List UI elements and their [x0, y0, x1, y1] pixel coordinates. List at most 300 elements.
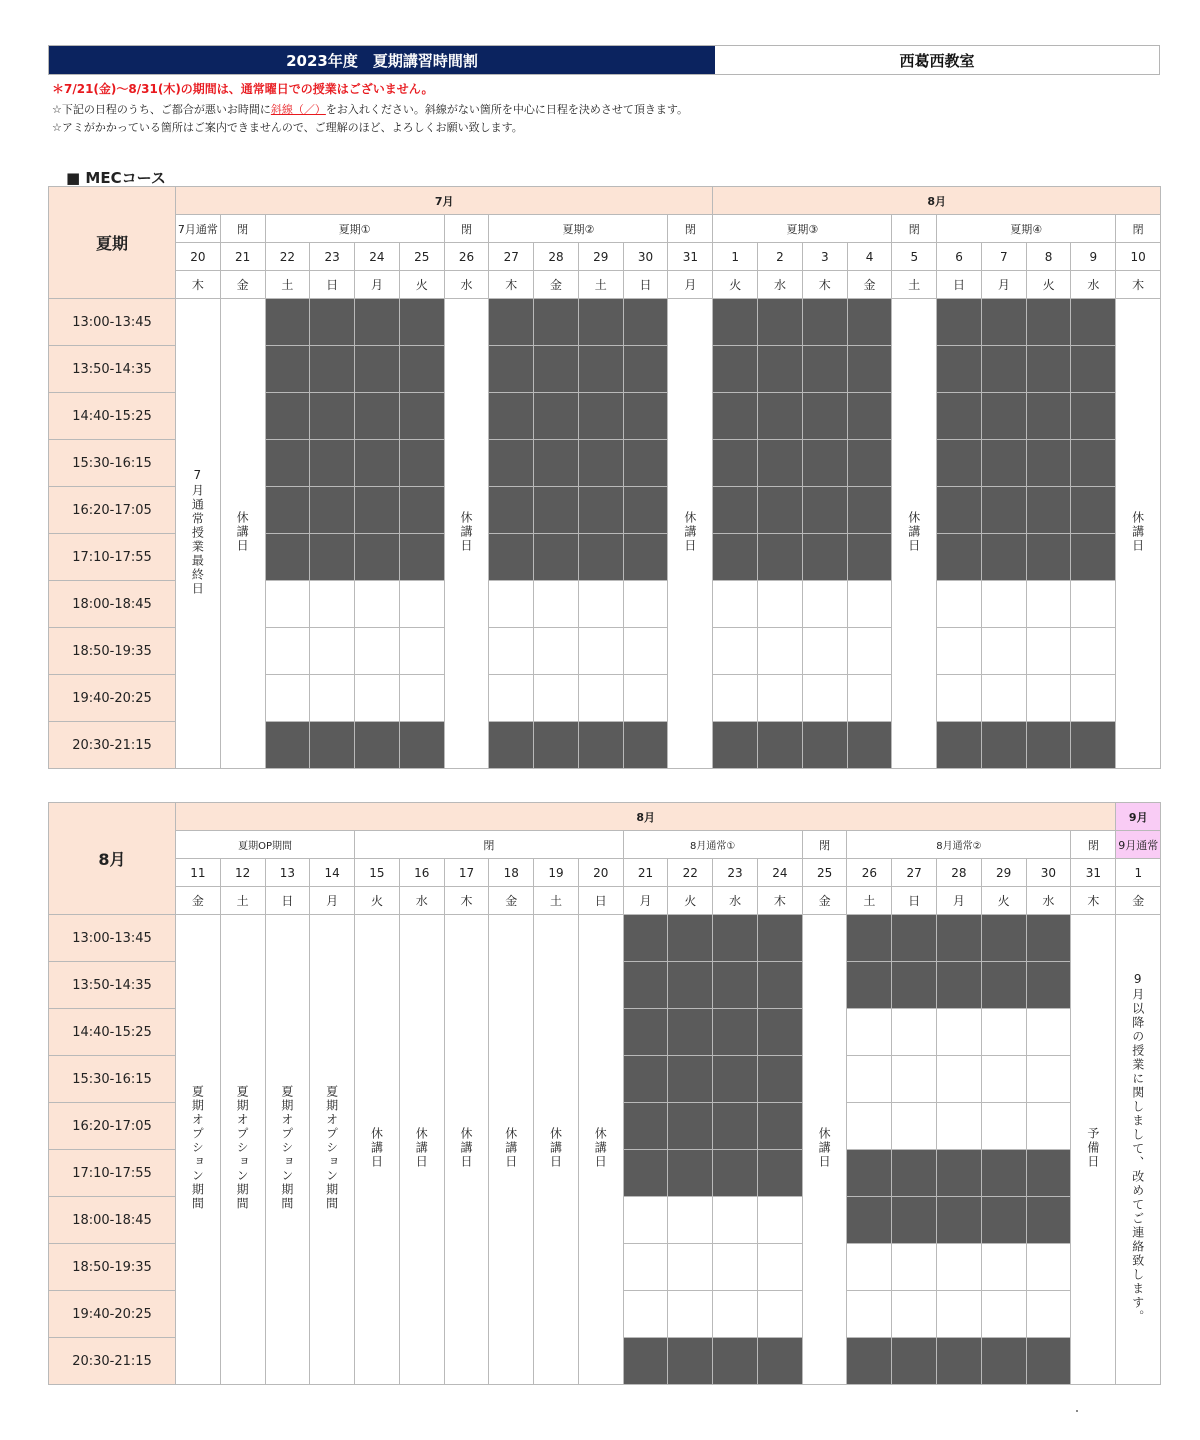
weekday-cell: 土 [578, 271, 623, 299]
date-cell: 9 [1071, 243, 1116, 271]
unavailable-slot [713, 440, 758, 487]
period-header: 夏期② [489, 215, 668, 243]
available-slot[interactable] [623, 1197, 668, 1244]
date-cell: 10 [1116, 243, 1161, 271]
unavailable-slot [355, 299, 400, 346]
available-slot[interactable] [937, 628, 982, 675]
date-cell: 18 [489, 859, 534, 887]
available-slot[interactable] [713, 581, 758, 628]
closed-day-note: 夏期オプション期間 [279, 1085, 294, 1211]
available-slot[interactable] [847, 1244, 892, 1291]
date-cell: 20 [578, 859, 623, 887]
available-slot[interactable] [1026, 581, 1071, 628]
unavailable-slot [713, 346, 758, 393]
closed-day-column [399, 915, 444, 1385]
available-slot[interactable] [847, 1103, 892, 1150]
time-slot-label: 14:40-15:25 [49, 1009, 176, 1056]
month-header: 9月 [1116, 803, 1161, 831]
unavailable-slot [265, 346, 310, 393]
unavailable-slot [355, 487, 400, 534]
unavailable-slot [847, 393, 892, 440]
notice-instructions-pre: ☆下記の日程のうち、ご都合が悪いお時間に [52, 103, 271, 116]
available-slot[interactable] [981, 1009, 1026, 1056]
unavailable-slot [534, 534, 579, 581]
weekday-cell: 水 [758, 271, 803, 299]
unavailable-slot [937, 1197, 982, 1244]
available-slot[interactable] [310, 581, 355, 628]
available-slot[interactable] [713, 1291, 758, 1338]
available-slot[interactable] [847, 628, 892, 675]
unavailable-slot [758, 299, 803, 346]
available-slot[interactable] [713, 1244, 758, 1291]
available-slot[interactable] [713, 1197, 758, 1244]
available-slot[interactable] [399, 675, 444, 722]
available-slot[interactable] [1071, 628, 1116, 675]
unavailable-slot [802, 393, 847, 440]
available-slot[interactable] [713, 628, 758, 675]
time-slot-label: 13:50-14:35 [49, 962, 176, 1009]
weekday-cell: 水 [1026, 887, 1071, 915]
available-slot[interactable] [981, 581, 1026, 628]
available-slot[interactable] [981, 1244, 1026, 1291]
date-cell: 31 [668, 243, 713, 271]
date-cell: 2 [758, 243, 803, 271]
available-slot[interactable] [937, 581, 982, 628]
available-slot[interactable] [534, 581, 579, 628]
unavailable-slot [937, 346, 982, 393]
unavailable-slot [310, 534, 355, 581]
unavailable-slot [399, 440, 444, 487]
date-cell: 21 [623, 859, 668, 887]
closed-day-note: 休講日 [817, 1127, 832, 1169]
weekday-cell: 金 [534, 271, 579, 299]
available-slot[interactable] [489, 628, 534, 675]
available-slot[interactable] [757, 1244, 802, 1291]
available-slot[interactable] [534, 628, 579, 675]
unavailable-slot [668, 1150, 713, 1197]
date-cell: 16 [399, 859, 444, 887]
available-slot[interactable] [623, 675, 668, 722]
unavailable-slot [265, 299, 310, 346]
available-slot[interactable] [1026, 1291, 1071, 1338]
closed-day-note: 休講日 [1130, 511, 1145, 553]
time-slot-label: 16:20-17:05 [49, 1103, 176, 1150]
unavailable-slot [623, 1150, 668, 1197]
available-slot[interactable] [981, 1056, 1026, 1103]
available-slot[interactable] [1071, 581, 1116, 628]
weekday-cell: 水 [713, 887, 758, 915]
closed-day-column [802, 915, 847, 1385]
unavailable-slot [1026, 346, 1071, 393]
unavailable-slot [399, 346, 444, 393]
closed-day-note: 7月通常授業最終日 [190, 468, 205, 596]
notice-instructions [52, 101, 688, 117]
unavailable-slot [489, 440, 534, 487]
closed-day-column [220, 299, 265, 769]
unavailable-slot [1026, 1150, 1071, 1197]
available-slot[interactable] [355, 581, 400, 628]
unavailable-slot [713, 1056, 758, 1103]
weekday-cell: 土 [847, 887, 892, 915]
available-slot[interactable] [937, 675, 982, 722]
date-cell: 19 [534, 859, 579, 887]
available-slot[interactable] [1026, 1056, 1071, 1103]
unavailable-slot [758, 722, 803, 769]
unavailable-slot [623, 722, 668, 769]
unavailable-slot [668, 915, 713, 962]
period-header: 8月通常② [847, 831, 1071, 859]
available-slot[interactable] [623, 1244, 668, 1291]
date-cell: 1 [1116, 859, 1161, 887]
date-cell: 23 [310, 243, 355, 271]
corner-label: 夏期 [49, 187, 176, 299]
weekday-cell: 水 [444, 271, 489, 299]
available-slot[interactable] [489, 581, 534, 628]
available-slot[interactable] [892, 1291, 937, 1338]
period-header: 閉 [220, 215, 265, 243]
time-slot-label: 13:00-13:45 [49, 299, 176, 346]
available-slot[interactable] [892, 1103, 937, 1150]
closed-day-note: 休講日 [458, 1127, 473, 1169]
closed-day-note: 休講日 [548, 1127, 563, 1169]
available-slot[interactable] [847, 581, 892, 628]
closed-day-column [444, 915, 489, 1385]
available-slot[interactable] [802, 675, 847, 722]
unavailable-slot [713, 1103, 758, 1150]
closed-day-note: 休講日 [235, 511, 250, 553]
period-header: 夏期① [265, 215, 444, 243]
weekday-cell: 月 [668, 271, 713, 299]
unavailable-slot [981, 393, 1026, 440]
closed-day-note: 夏期オプション期間 [235, 1085, 250, 1211]
available-slot[interactable] [265, 628, 310, 675]
date-cell: 5 [892, 243, 937, 271]
weekday-cell: 金 [1116, 887, 1161, 915]
unavailable-slot [937, 962, 982, 1009]
closed-day-note: 9月以降の授業に関しまして、改めてご連絡致します。 [1130, 972, 1145, 1324]
available-slot[interactable] [758, 581, 803, 628]
unavailable-slot [937, 1338, 982, 1385]
closed-day-column [176, 299, 221, 769]
time-slot-label: 18:00-18:45 [49, 1197, 176, 1244]
date-cell: 14 [310, 859, 355, 887]
available-slot[interactable] [310, 628, 355, 675]
unavailable-slot [578, 534, 623, 581]
available-slot[interactable] [892, 1009, 937, 1056]
unavailable-slot [802, 722, 847, 769]
unavailable-slot [310, 346, 355, 393]
date-cell: 4 [847, 243, 892, 271]
unavailable-slot [802, 487, 847, 534]
weekday-cell: 日 [892, 887, 937, 915]
weekday-cell: 木 [1071, 887, 1116, 915]
available-slot[interactable] [713, 675, 758, 722]
available-slot[interactable] [668, 1291, 713, 1338]
unavailable-slot [981, 962, 1026, 1009]
unavailable-slot [758, 393, 803, 440]
unavailable-slot [355, 440, 400, 487]
time-slot-label: 19:40-20:25 [49, 675, 176, 722]
date-cell: 28 [937, 859, 982, 887]
weekday-cell: 木 [1116, 271, 1161, 299]
weekday-cell: 木 [444, 887, 489, 915]
weekday-cell: 金 [489, 887, 534, 915]
closed-day-note: 休講日 [414, 1127, 429, 1169]
unavailable-slot [892, 1338, 937, 1385]
weekday-cell: 火 [1026, 271, 1071, 299]
notice-shaded: ☆アミがかかっている箇所はご案内できませんので、ご理解のほど、よろしくお願い致します。 [52, 121, 523, 134]
unavailable-slot [1026, 722, 1071, 769]
date-cell: 17 [444, 859, 489, 887]
unavailable-slot [713, 915, 758, 962]
period-header: 9月通常 [1116, 831, 1161, 859]
time-slot-label: 14:40-15:25 [49, 393, 176, 440]
date-cell: 29 [981, 859, 1026, 887]
available-slot[interactable] [892, 1244, 937, 1291]
available-slot[interactable] [937, 1291, 982, 1338]
unavailable-slot [847, 534, 892, 581]
unavailable-slot [847, 299, 892, 346]
unavailable-slot [489, 299, 534, 346]
unavailable-slot [937, 1150, 982, 1197]
unavailable-slot [981, 1338, 1026, 1385]
available-slot[interactable] [981, 628, 1026, 675]
available-slot[interactable] [1026, 628, 1071, 675]
date-cell: 7 [981, 243, 1026, 271]
available-slot[interactable] [802, 581, 847, 628]
available-slot[interactable] [847, 1056, 892, 1103]
unavailable-slot [355, 393, 400, 440]
unavailable-slot [847, 440, 892, 487]
unavailable-slot [757, 915, 802, 962]
period-header: 夏期③ [713, 215, 892, 243]
available-slot[interactable] [265, 581, 310, 628]
date-cell: 30 [1026, 859, 1071, 887]
available-slot[interactable] [1026, 1103, 1071, 1150]
unavailable-slot [757, 1056, 802, 1103]
closed-day-column [534, 915, 579, 1385]
available-slot[interactable] [310, 675, 355, 722]
available-slot[interactable] [981, 675, 1026, 722]
available-slot[interactable] [265, 675, 310, 722]
available-slot[interactable] [623, 581, 668, 628]
unavailable-slot [623, 1009, 668, 1056]
month-header: 7月 [176, 187, 713, 215]
unavailable-slot [578, 393, 623, 440]
available-slot[interactable] [668, 1244, 713, 1291]
closed-day-column [310, 915, 355, 1385]
time-row [49, 915, 1161, 962]
available-slot[interactable] [1071, 675, 1116, 722]
date-cell: 15 [355, 859, 400, 887]
weekday-cell: 土 [534, 887, 579, 915]
period-header: 8月通常① [623, 831, 802, 859]
unavailable-slot [757, 1150, 802, 1197]
available-slot[interactable] [892, 1056, 937, 1103]
available-slot[interactable] [981, 1103, 1026, 1150]
unavailable-slot [713, 722, 758, 769]
closed-day-note: 夏期オプション期間 [324, 1085, 339, 1211]
unavailable-slot [937, 534, 982, 581]
unavailable-slot [1026, 534, 1071, 581]
unavailable-slot [1026, 1338, 1071, 1385]
date-cell: 29 [578, 243, 623, 271]
unavailable-slot [1071, 722, 1116, 769]
date-cell: 20 [176, 243, 221, 271]
unavailable-slot [847, 962, 892, 1009]
available-slot[interactable] [802, 628, 847, 675]
unavailable-slot [623, 346, 668, 393]
available-slot[interactable] [758, 628, 803, 675]
unavailable-slot [713, 393, 758, 440]
unavailable-slot [668, 1056, 713, 1103]
weekday-cell: 火 [713, 271, 758, 299]
period-header: 閉 [668, 215, 713, 243]
unavailable-slot [713, 1009, 758, 1056]
available-slot[interactable] [937, 1103, 982, 1150]
unavailable-slot [802, 534, 847, 581]
available-slot[interactable] [355, 628, 400, 675]
date-cell: 27 [489, 243, 534, 271]
unavailable-slot [623, 1056, 668, 1103]
notice-slash-mark: 斜線（／） [270, 103, 326, 116]
period-header: 夏期④ [937, 215, 1116, 243]
closed-day-column [578, 915, 623, 1385]
month-header: 8月 [176, 803, 1116, 831]
unavailable-slot [578, 722, 623, 769]
unavailable-slot [758, 534, 803, 581]
date-cell: 26 [444, 243, 489, 271]
schedule-table-summer [48, 186, 1161, 769]
unavailable-slot [713, 1150, 758, 1197]
available-slot[interactable] [847, 1009, 892, 1056]
stray-dot [1076, 1410, 1078, 1412]
closed-day-column [220, 915, 265, 1385]
weekday-cell: 月 [623, 887, 668, 915]
available-slot[interactable] [1026, 1244, 1071, 1291]
available-slot[interactable] [1026, 1009, 1071, 1056]
unavailable-slot [623, 1103, 668, 1150]
closed-day-note: 休講日 [503, 1127, 518, 1169]
unavailable-slot [534, 487, 579, 534]
unavailable-slot [757, 1009, 802, 1056]
unavailable-slot [758, 440, 803, 487]
closed-day-note: 休講日 [682, 511, 697, 553]
unavailable-slot [981, 1150, 1026, 1197]
unavailable-slot [265, 393, 310, 440]
closed-day-column [444, 299, 489, 769]
unavailable-slot [399, 534, 444, 581]
weekday-cell: 日 [578, 887, 623, 915]
unavailable-slot [489, 534, 534, 581]
unavailable-slot [1026, 393, 1071, 440]
closed-day-note: 夏期オプション期間 [190, 1085, 205, 1211]
unavailable-slot [623, 1338, 668, 1385]
unavailable-slot [489, 393, 534, 440]
unavailable-slot [713, 1338, 758, 1385]
weekday-cell: 水 [1071, 271, 1116, 299]
available-slot[interactable] [623, 1291, 668, 1338]
notice-instructions-post: をお入れください。斜線がない箇所を中心に日程を決めさせて頂きます。 [325, 103, 688, 116]
time-slot-label: 20:30-21:15 [49, 722, 176, 769]
available-slot[interactable] [578, 581, 623, 628]
available-slot[interactable] [623, 628, 668, 675]
period-header: 閉 [1071, 831, 1116, 859]
page-title: 2023年度 夏期講習時間割 [49, 46, 715, 74]
closed-day-note: 休講日 [458, 511, 473, 553]
available-slot[interactable] [847, 675, 892, 722]
available-slot[interactable] [937, 1056, 982, 1103]
closed-day-column [1116, 299, 1161, 769]
unavailable-slot [1026, 915, 1071, 962]
date-cell: 28 [534, 243, 579, 271]
unavailable-slot [892, 1150, 937, 1197]
date-cell: 11 [176, 859, 221, 887]
unavailable-slot [534, 440, 579, 487]
time-row [49, 299, 1161, 346]
unavailable-slot [981, 534, 1026, 581]
time-slot-label: 19:40-20:25 [49, 1291, 176, 1338]
available-slot[interactable] [981, 1291, 1026, 1338]
date-cell: 22 [265, 243, 310, 271]
time-slot-label: 17:10-17:55 [49, 534, 176, 581]
available-slot[interactable] [355, 675, 400, 722]
unavailable-slot [534, 722, 579, 769]
unavailable-slot [937, 393, 982, 440]
weekday-cell: 金 [802, 887, 847, 915]
weekday-cell: 日 [623, 271, 668, 299]
date-cell: 21 [220, 243, 265, 271]
available-slot[interactable] [847, 1291, 892, 1338]
available-slot[interactable] [937, 1009, 982, 1056]
available-slot[interactable] [757, 1291, 802, 1338]
period-header: 夏期OP期間 [176, 831, 355, 859]
unavailable-slot [668, 1338, 713, 1385]
available-slot[interactable] [668, 1197, 713, 1244]
period-header: 7月通常 [176, 215, 221, 243]
available-slot[interactable] [399, 581, 444, 628]
available-slot[interactable] [399, 628, 444, 675]
unavailable-slot [265, 722, 310, 769]
unavailable-slot [981, 440, 1026, 487]
date-cell: 13 [265, 859, 310, 887]
available-slot[interactable] [578, 628, 623, 675]
unavailable-slot [623, 299, 668, 346]
unavailable-slot [981, 487, 1026, 534]
unavailable-slot [981, 1197, 1026, 1244]
date-cell: 8 [1026, 243, 1071, 271]
available-slot[interactable] [937, 1244, 982, 1291]
available-slot[interactable] [1026, 675, 1071, 722]
unavailable-slot [355, 722, 400, 769]
available-slot[interactable] [758, 675, 803, 722]
available-slot[interactable] [578, 675, 623, 722]
available-slot[interactable] [757, 1197, 802, 1244]
available-slot[interactable] [489, 675, 534, 722]
unavailable-slot [265, 534, 310, 581]
time-slot-label: 18:50-19:35 [49, 1244, 176, 1291]
unavailable-slot [937, 915, 982, 962]
weekday-cell: 日 [265, 887, 310, 915]
unavailable-slot [310, 722, 355, 769]
unavailable-slot [534, 346, 579, 393]
available-slot[interactable] [534, 675, 579, 722]
date-cell: 25 [399, 243, 444, 271]
unavailable-slot [802, 299, 847, 346]
unavailable-slot [802, 346, 847, 393]
closed-day-column [668, 299, 713, 769]
weekday-cell: 火 [981, 887, 1026, 915]
